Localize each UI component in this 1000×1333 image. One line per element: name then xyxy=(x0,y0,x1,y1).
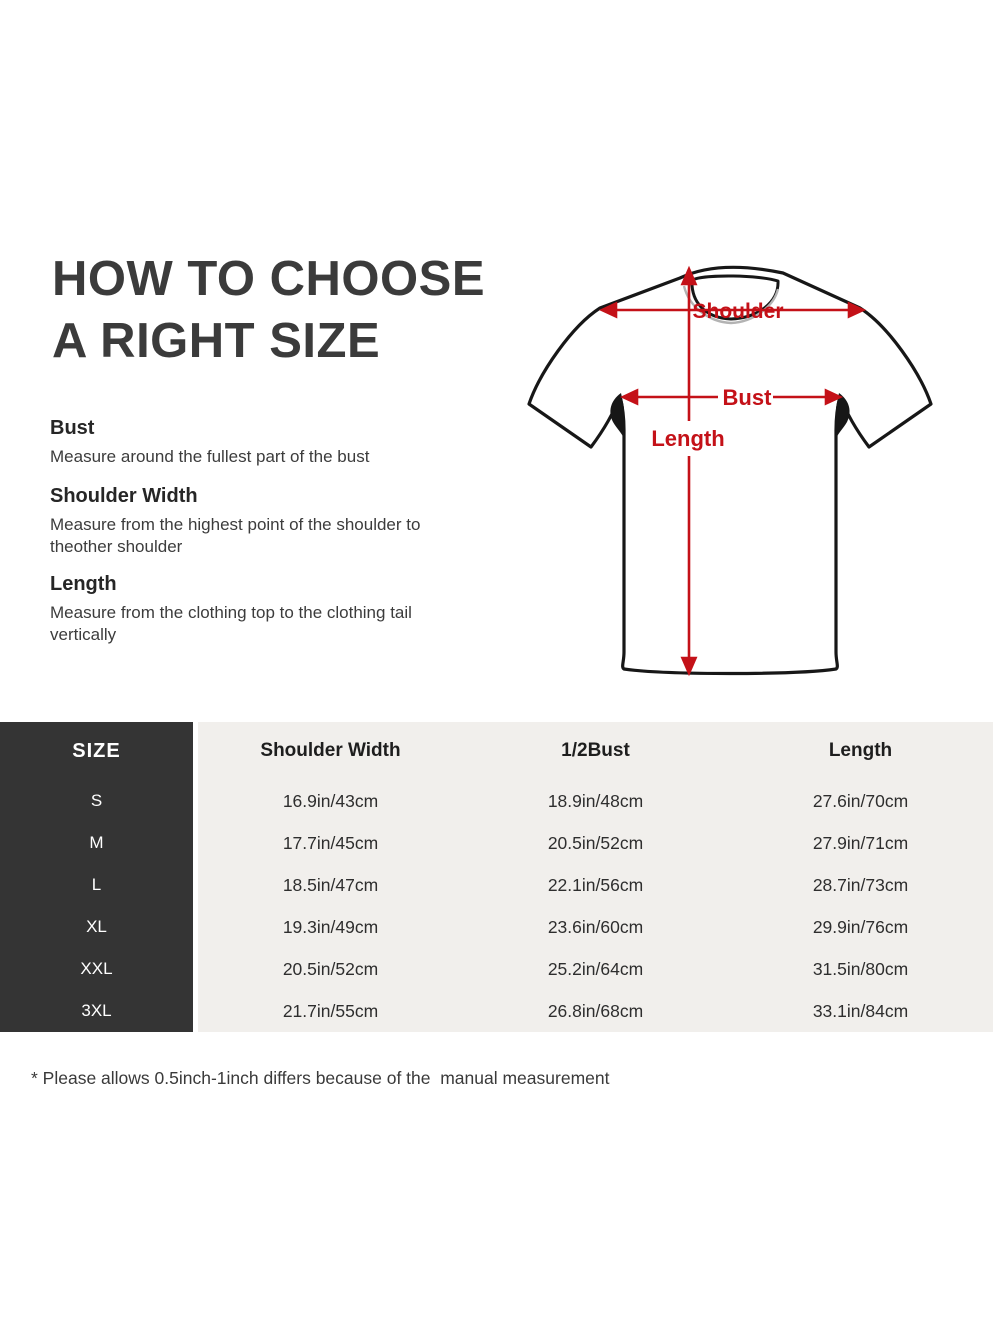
table-cell-size: XL xyxy=(0,906,198,948)
guide-heading-shoulder: Shoulder Width xyxy=(50,485,198,507)
table-cell-shoulder: 21.7in/55cm xyxy=(198,990,463,1032)
table-cell-bust: 26.8in/68cm xyxy=(463,990,728,1032)
table-cell-shoulder: 17.7in/45cm xyxy=(198,822,463,864)
guide-heading-bust: Bust xyxy=(50,417,95,439)
table-cell-bust: 25.2in/64cm xyxy=(463,948,728,990)
size-table-body xyxy=(0,780,993,1032)
table-header-shoulder: Shoulder Width xyxy=(198,722,463,780)
bust-label: Bust xyxy=(722,385,772,410)
guide-text-shoulder: Measure from the highest point of the shoulder to theother shoulder xyxy=(50,515,421,556)
guide-section-shoulder xyxy=(50,485,422,558)
page-title-line1: HOW TO CHOOSE xyxy=(52,252,486,306)
table-cell-bust: 20.5in/52cm xyxy=(463,822,728,864)
table-cell-length: 33.1in/84cm xyxy=(728,990,993,1032)
table-cell-bust: 22.1in/56cm xyxy=(463,864,728,906)
table-row xyxy=(0,990,993,1032)
table-header-length: Length xyxy=(728,722,993,780)
table-cell-shoulder: 16.9in/43cm xyxy=(198,780,463,822)
tshirt-outline xyxy=(529,267,931,673)
table-cell-length: 29.9in/76cm xyxy=(728,906,993,948)
table-cell-size: XXL xyxy=(0,948,198,990)
table-row xyxy=(0,906,993,948)
table-cell-length: 27.6in/70cm xyxy=(728,780,993,822)
length-label: Length xyxy=(651,426,725,451)
table-cell-length: 28.7in/73cm xyxy=(728,864,993,906)
guide-text-bust: Measure around the fullest part of the bust xyxy=(50,447,370,466)
table-cell-size: L xyxy=(0,864,198,906)
guide-section-bust xyxy=(50,417,500,468)
guide-section-length xyxy=(50,573,422,646)
size-table xyxy=(0,722,993,1032)
guide-text-length: Measure from the clothing top to the clothing tail vertically xyxy=(50,603,412,644)
table-header-row xyxy=(0,722,993,780)
table-cell-bust: 23.6in/60cm xyxy=(463,906,728,948)
guide-heading-length: Length xyxy=(50,573,117,595)
table-cell-size: 3XL xyxy=(0,990,198,1032)
shoulder-label: Shoulder xyxy=(692,300,784,323)
table-header-size: SIZE xyxy=(0,722,198,780)
page-title-line2: A RIGHT SIZE xyxy=(52,314,381,368)
tshirt-measure-diagram xyxy=(500,240,960,700)
table-cell-size: M xyxy=(0,822,198,864)
table-cell-length: 31.5in/80cm xyxy=(728,948,993,990)
table-cell-bust: 18.9in/48cm xyxy=(463,780,728,822)
page-title xyxy=(52,248,485,372)
table-row xyxy=(0,822,993,864)
table-cell-size: S xyxy=(0,780,198,822)
table-cell-shoulder: 18.5in/47cm xyxy=(198,864,463,906)
table-cell-shoulder: 19.3in/49cm xyxy=(198,906,463,948)
table-row xyxy=(0,780,993,822)
footnote: * Please allows 0.5inch-1inch differs because of the manual measurement xyxy=(31,1068,610,1088)
table-row xyxy=(0,864,993,906)
table-cell-length: 27.9in/71cm xyxy=(728,822,993,864)
table-row xyxy=(0,948,993,990)
table-cell-shoulder: 20.5in/52cm xyxy=(198,948,463,990)
table-header-bust: 1/2Bust xyxy=(463,722,728,780)
